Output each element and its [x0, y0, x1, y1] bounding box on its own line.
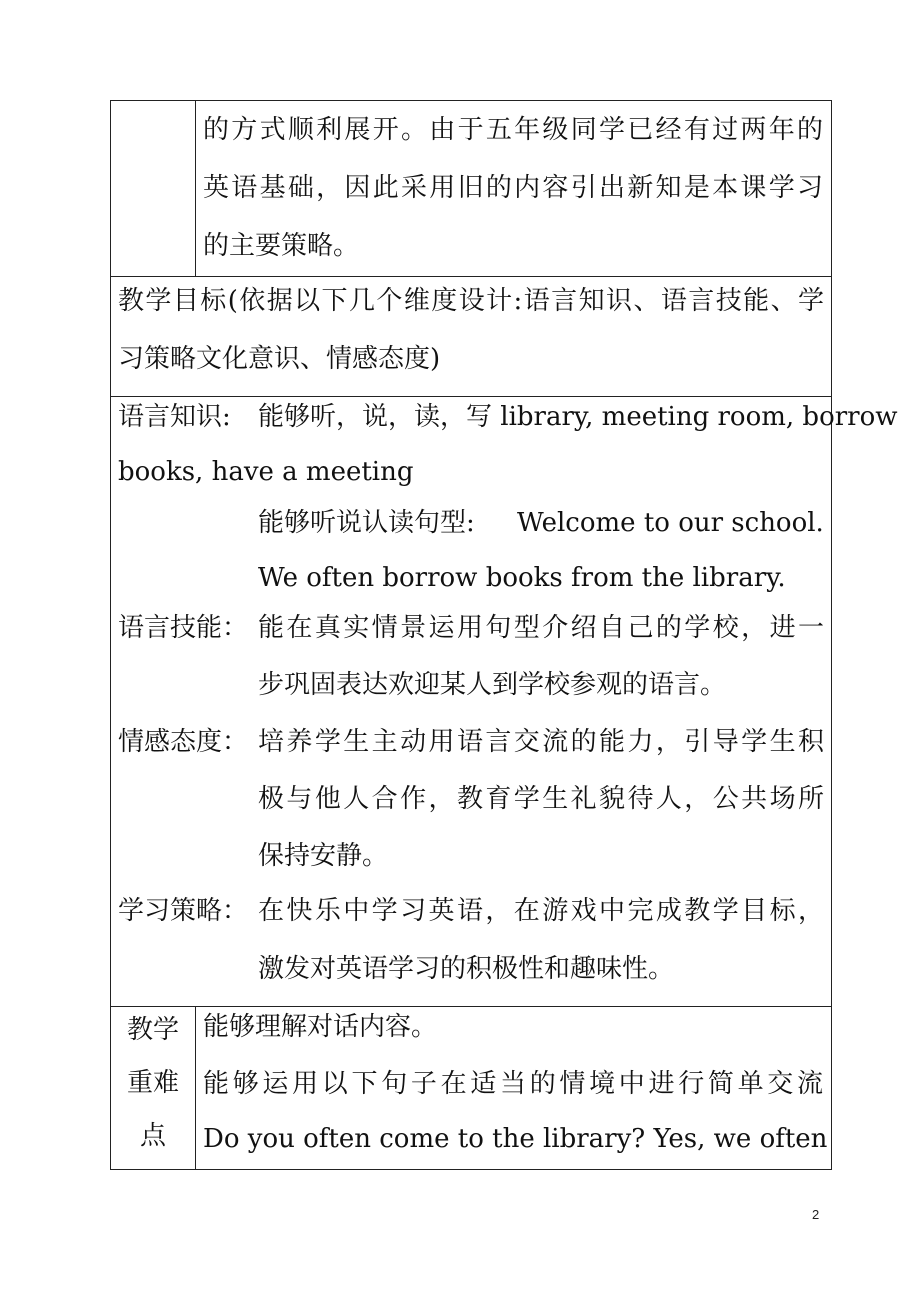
strategy-label: 学习策略： — [118, 896, 249, 926]
sentence-pattern: Welcome to our school. — [517, 508, 824, 538]
column-divider — [195, 100, 196, 276]
row-divider — [110, 276, 832, 277]
strategy-text-line: 英语基础，因此采用旧的内容引出新知是本课学习 — [203, 173, 823, 203]
strategy-line: 在快乐中学习英语，在游戏中完成教学目标， — [258, 896, 824, 926]
page-number: 2 — [812, 1207, 820, 1222]
table-border-right — [831, 100, 832, 1170]
objectives-heading: 教学目标(依据以下几个维度设计:语言知识、语言技能、学 — [118, 286, 824, 316]
key-points-label: 教学 — [126, 1015, 179, 1045]
key-point-line: 能够理解对话内容。 — [203, 1012, 438, 1042]
sentence-pattern-intro: 能够听说认读句型: — [258, 508, 475, 538]
strategy-text-line: 的方式顺利展开。由于五年级同学已经有过两年的 — [203, 115, 823, 145]
row-divider — [110, 396, 832, 397]
attitude-line: 保持安静。 — [258, 841, 389, 871]
row-divider — [110, 1006, 832, 1007]
key-points-label: 重难 — [126, 1068, 179, 1098]
skills-line: 能在真实情景运用句型介绍自己的学校，进一 — [258, 613, 824, 643]
sentence-pattern: We often borrow books from the library. — [258, 563, 786, 593]
knowledge-line: books, have a meeting — [118, 457, 414, 487]
table-border-top — [110, 100, 832, 101]
strategy-line: 激发对英语学习的积极性和趣味性。 — [258, 954, 675, 984]
attitude-line: 极与他人合作，教育学生礼貌待人，公共场所 — [258, 784, 824, 814]
table-border-bottom — [110, 1169, 832, 1170]
strategy-text-line: 的主要策略。 — [203, 231, 360, 261]
skills-label: 语言技能： — [118, 613, 249, 643]
lesson-plan-table — [110, 100, 898, 1170]
objectives-heading-cont: 习策略文化意识、情感态度) — [118, 344, 441, 374]
attitude-line: 培养学生主动用语言交流的能力，引导学生积 — [258, 727, 824, 757]
key-points-label: 点 — [139, 1121, 166, 1151]
key-point-line: 能够运用以下句子在适当的情境中进行简单交流 — [203, 1069, 823, 1099]
attitude-label: 情感态度： — [118, 727, 249, 757]
key-point-line: Do you often come to the library? Yes, we often — [203, 1124, 828, 1154]
knowledge-line: 能够听，说，读，写 library, meeting room, borrow — [258, 402, 898, 432]
table-border-left — [110, 100, 111, 1170]
knowledge-label: 语言知识: — [118, 402, 231, 432]
skills-line: 步巩固表达欢迎某人到学校参观的语言。 — [258, 670, 727, 700]
